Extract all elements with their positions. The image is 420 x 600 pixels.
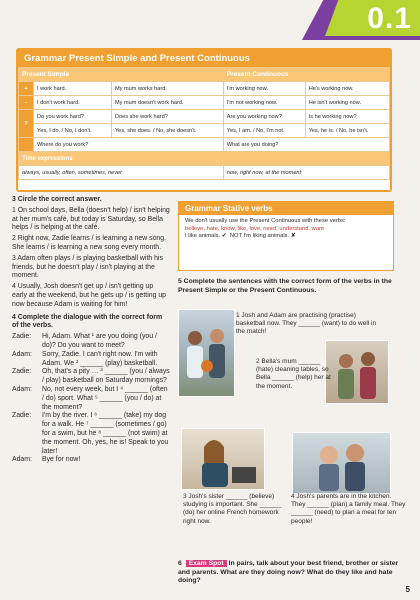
cell: He's working now.	[305, 82, 389, 96]
dialogue-line	[12, 412, 170, 456]
speaker: Adam:	[12, 456, 32, 464]
exercise-item: 2 Right now, Zadie learns / is learning a new song. She learns / is learning a new song every month.	[12, 235, 166, 251]
cell: Are you working now?	[223, 110, 305, 124]
header-present-simple: Present Simple	[19, 68, 224, 82]
grammar-title: Grammar Present Simple and Present Continuous	[18, 50, 390, 67]
table-row	[19, 138, 390, 152]
cell: Yes, I do. / No, I don't.	[34, 124, 112, 138]
page-number: 5	[405, 585, 410, 594]
cell: Does she work hard?	[111, 110, 223, 124]
exercise-item: 1 On school days, Bella (doesn't help) / isn't helping at her mum's café, but today is Saturday, so Bella helps / is helping at the café.	[12, 206, 170, 232]
dialogue-text: No, not every week, but I ⁴ ______ (often / do) sport. What ⁵ ______ (you / do) at the moment?	[42, 385, 168, 411]
cell: I work hard.	[34, 82, 112, 96]
dialogue-line	[12, 368, 170, 386]
cell: What are you doing?	[223, 138, 389, 152]
cell: I'm working now.	[223, 82, 305, 96]
table-row	[19, 166, 390, 180]
left-column	[12, 196, 170, 465]
exercise-5-title: 5 Complete the sentences with the correct form of the verbs in the Present Simple or the Present Continuous.	[178, 278, 392, 294]
girl-laptop-photo	[181, 428, 265, 490]
cell: I don't work hard.	[34, 96, 112, 110]
exercise-3-title: 3 Circle the correct answer.	[12, 196, 102, 203]
stative-verbs-title: Grammar Stative verbs	[179, 202, 393, 215]
table-row	[19, 82, 390, 96]
dialogue-line	[12, 386, 170, 412]
speaker: Adam:	[12, 385, 32, 393]
sign-empty	[19, 138, 34, 152]
stative-body: We don't usually use the Present Continuous with these verbs:	[185, 218, 346, 224]
exam-spot-badge: Exam Spot	[186, 560, 227, 567]
exercise-item: 3 Adam often plays / is playing basketball with his friends, but he doesn't play / isn't playing at the moment.	[12, 254, 163, 280]
dialogue-line	[12, 333, 170, 351]
table-row	[19, 96, 390, 110]
sign-plus: +	[19, 82, 34, 96]
grammar-table-box	[16, 48, 392, 192]
speaker: Zadie:	[12, 412, 32, 420]
cell: now, right now, at the moment	[223, 166, 389, 180]
cell: Is he working now?	[305, 110, 389, 124]
dialogue-text: Bye for now!	[42, 456, 81, 464]
cell: Yes, he is. / No, he isn't.	[305, 124, 389, 138]
cell: always, usually, often, sometimes, never	[19, 166, 224, 180]
speaker: Zadie:	[12, 333, 32, 341]
table-row	[19, 124, 390, 138]
exercise-5-sentence-1: 1 Josh and Adam are practising (practise) basketball now. They ______ (want) to do well in the match!	[236, 312, 377, 336]
cell: I'm not working now.	[223, 96, 305, 110]
exercise-6: 6 Exam Spot In pairs, talk about your best friend, brother or sister and parents. What are they doing now? What do they like and hate doing?	[178, 560, 399, 584]
exercise-6-text: In pairs, talk about your best friend, brother or sister and parents. What are they doing now? What do they like and hate doing?	[178, 560, 399, 584]
cell: Yes, I am. / No, I'm not.	[223, 124, 305, 138]
speaker: Adam:	[12, 350, 32, 358]
dialogue-text: Oh, that's a pity … ³ ______ (you / always / play) basketball on Saturday mornings?	[42, 368, 170, 385]
cell: Do you work hard?	[34, 110, 112, 124]
sign-question: ?	[19, 110, 34, 138]
cell: Where do you work?	[34, 138, 224, 152]
dialogue-text: Sorry, Zadie. I can't right now. I'm with Adam. We ² ______ (play) basketball.	[42, 350, 158, 367]
exercise-5-sentence-2: 2 Bella's mum ______ (hate) cleaning tables, so Bella ______ (help) her at the moment.	[256, 358, 331, 390]
header-present-continuous: Present Continuous	[223, 68, 389, 82]
unit-number: 0.1	[367, 2, 412, 35]
cell: My mum works hard.	[111, 82, 223, 96]
cell: Yes, she does. / No, she doesn't.	[111, 124, 223, 138]
parents-kitchen-photo	[292, 432, 391, 494]
exercise-5-sentence-4: 4 Josh's parents are in the kitchen. They ______ (plan) a family meal. They ______ (need) to plan a meal for ten people!	[291, 493, 406, 525]
example-correct: I like animals. ✔	[185, 233, 227, 239]
exercise-5-sentence-3: 3 Josh's sister ______ (believe) studying is important. She ______ (do) her online French homework right now.	[183, 493, 282, 525]
boys-basketball-photo	[178, 309, 235, 397]
speaker: Zadie:	[12, 368, 32, 376]
dialogue-line	[12, 456, 170, 465]
stative-verb-list: believe, hate, know, like, love, need, understand, want	[185, 225, 324, 232]
dialogue-line	[12, 351, 170, 369]
cell: My mum doesn't work hard.	[111, 96, 223, 110]
stative-verbs-box	[178, 201, 394, 271]
table-row	[19, 110, 390, 124]
dialogue-text: I'm by the river. I ⁶ ______ (take) my dog for a walk. He ⁷ ______ (sometimes / go) for a swim, but he ⁸ ______ (not swim) at the moment. Oh, yes, he is! Speak to you later!	[42, 412, 169, 455]
sign-minus: –	[19, 96, 34, 110]
exercise-item: 4 Usually, Josh doesn't get up / isn't getting up early at the weekend, but he gets up / is getting up now because Adam is waiting for him!	[12, 283, 166, 308]
grammar-table	[18, 67, 390, 180]
dialogue-text: Hi, Adam. What ¹ are you doing (you / do)? Do you want to meet?	[42, 333, 157, 349]
exercise-4-title: 4 Complete the dialogue with the correct form of the verbs.	[12, 313, 163, 330]
time-expressions-header: Time expressions	[19, 152, 390, 166]
cell: He isn't working now.	[305, 96, 389, 110]
example-wrong: NOT I'm liking animals. ✘	[229, 233, 296, 239]
